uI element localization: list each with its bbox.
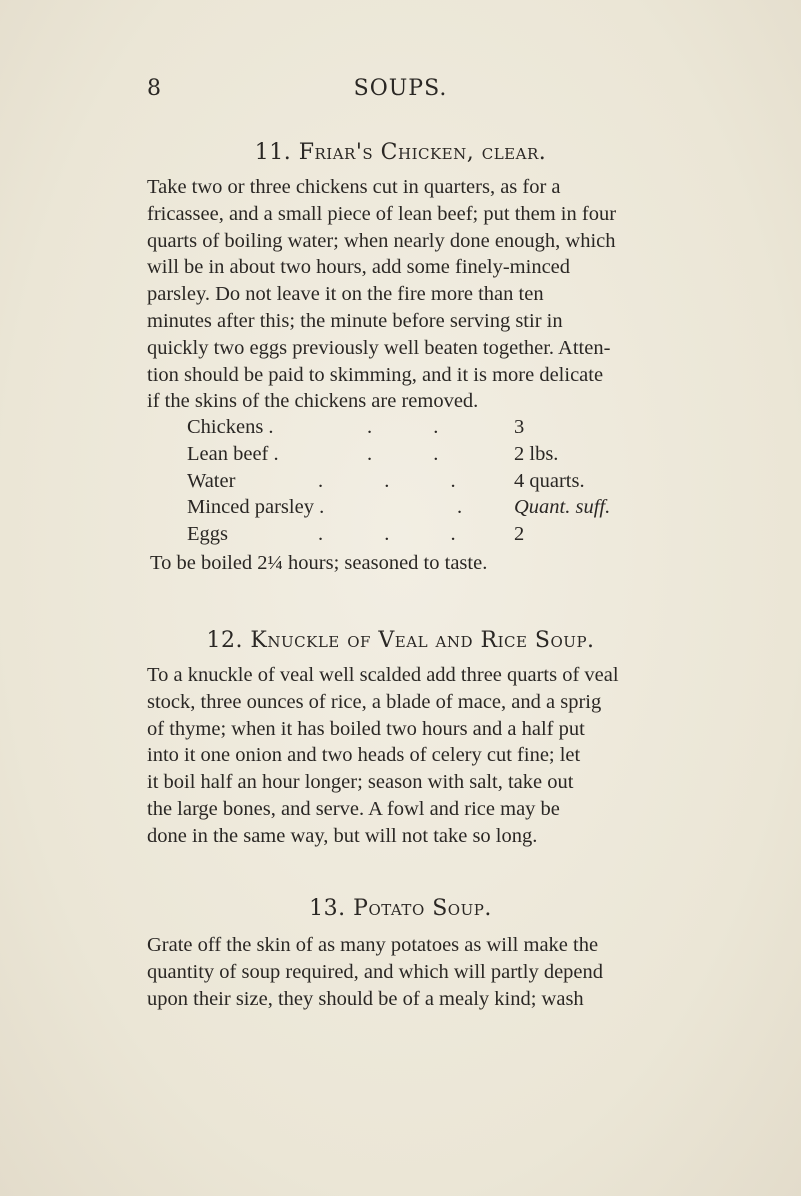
ingredient-quantity: 4 quarts. [514, 469, 585, 492]
text-line: into it one onion and two heads of celery cut fine; let [147, 744, 581, 767]
ingredient-row [187, 443, 667, 470]
text-line: quarts of boiling water; when nearly done enough, which [147, 229, 616, 252]
text-line: tion should be paid to skimming, and it is more delicate [147, 363, 604, 386]
ingredient-quantity: 2 [514, 523, 525, 546]
ingredient-row [187, 416, 667, 443]
ingredient-row [187, 470, 667, 497]
text-line: fricassee, and a small piece of lean beef; put them in four [147, 202, 617, 225]
text-line: quantity of soup required, and which will partly depend [147, 960, 604, 983]
text-line: it boil half an hour longer; season with salt, take out [147, 771, 574, 794]
recipe-13-body [147, 932, 657, 1012]
recipe-12-heading: 12. Knuckle of Veal and Rice Soup. [206, 628, 595, 653]
ingredient-name: Lean beef . [187, 442, 279, 465]
leader-dots: . [457, 496, 491, 519]
recipe-13-heading: 13. Potato Soup. [309, 896, 492, 921]
text-line: To a knuckle of veal well scalded add three quarts of veal [147, 664, 619, 686]
ingredient-name: Chickens . [187, 416, 274, 438]
cooking-note: To be boiled 2¼ hours; seasoned to taste. [150, 552, 488, 574]
leader-dots: . . . [318, 523, 484, 546]
ingredient-name: Eggs [187, 523, 228, 546]
text-line: the large bones, and serve. A fowl and rice may be [147, 797, 560, 820]
ingredient-quantity: 3 [514, 416, 525, 438]
text-line: parsley. Do not leave it on the fire more than ten [147, 283, 544, 306]
text-line: minutes after this; the minute before serving stir in [147, 309, 563, 332]
text-line: Take two or three chickens cut in quarters, as for a [147, 176, 561, 198]
leader-dots: . . [367, 442, 467, 465]
recipe-11-body [147, 174, 657, 415]
leader-dots: . . . [318, 469, 484, 492]
text-line: stock, three ounces of rice, a blade of mace, and a sprig [147, 690, 602, 713]
recipe-11-heading: 11. Friar's Chicken, clear. [254, 140, 547, 165]
ingredient-row [187, 523, 667, 550]
page-header [0, 76, 801, 106]
text-line: upon their size, they should be of a mealy kind; wash [147, 987, 584, 1010]
text-line: will be in about two hours, add some finely-minced [147, 256, 571, 279]
recipe-12-body [147, 662, 657, 850]
leader-dots: . . [367, 416, 467, 438]
ingredient-name: Water [187, 469, 236, 492]
text-line: if the skins of the chickens are removed. [147, 390, 479, 413]
ingredient-list [187, 416, 667, 550]
ingredient-name: Minced parsley . [187, 496, 325, 519]
text-line: of thyme; when it has boiled two hours and a half put [147, 717, 585, 740]
text-line: Grate off the skin of as many potatoes as will make the [147, 934, 599, 956]
text-line: quickly two eggs previously well beaten together. Atten- [147, 336, 611, 359]
page-number: 8 [147, 76, 161, 101]
running-head: SOUPS. [353, 76, 448, 101]
text-line: done in the same way, but will not take so long. [147, 824, 538, 847]
ingredient-row [187, 496, 667, 523]
ingredient-quantity: Quant. suff. [514, 496, 611, 519]
ingredient-quantity: 2 lbs. [514, 442, 559, 465]
